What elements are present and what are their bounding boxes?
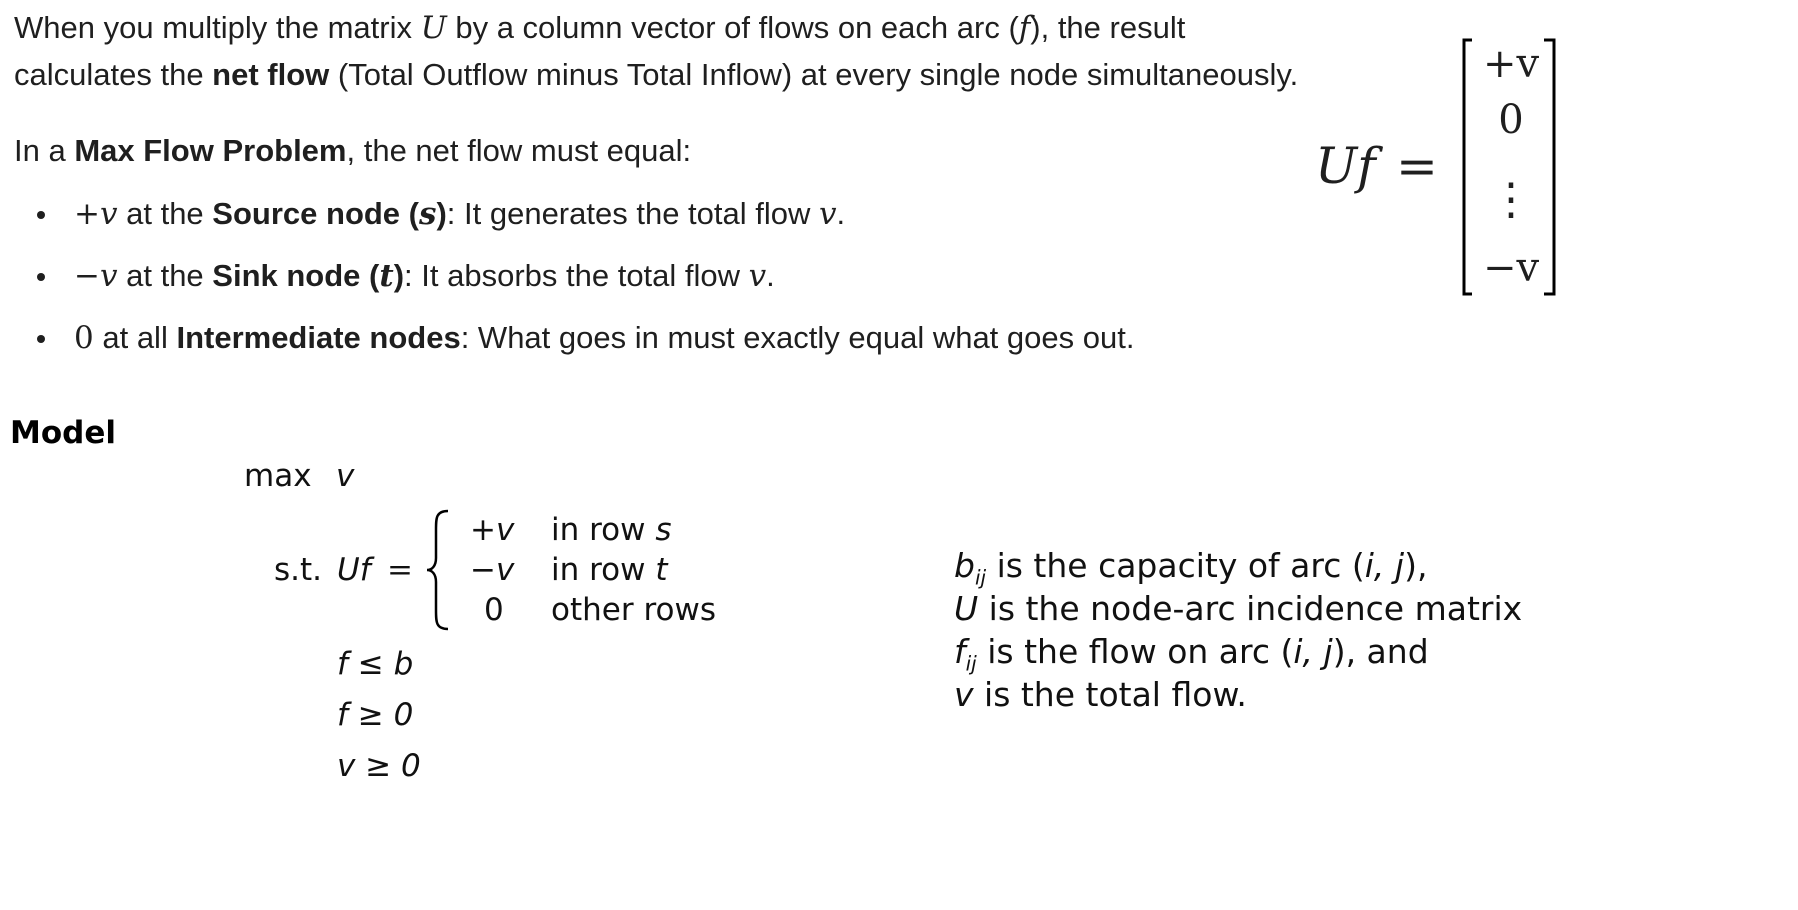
math-s: s (419, 196, 437, 232)
model-st: s.t. (274, 552, 323, 588)
case-desc (551, 512, 672, 548)
legend-ij: i, j (1364, 546, 1405, 585)
constraint-nonneg-v: v ≥ 0 (337, 748, 421, 784)
math-U: U (420, 10, 447, 46)
lead-text: In a (14, 133, 75, 168)
case-desc-var: s (655, 512, 672, 548)
bullet-text: . (766, 258, 775, 293)
matrix-equals: = (1396, 137, 1438, 195)
legend-text: is the total flow. (973, 675, 1247, 714)
case-value: +v (470, 512, 515, 548)
case-desc (551, 552, 668, 588)
intro-text: (Total Outflow minus Total Inflow) at every single node simultaneously. (329, 57, 1299, 92)
case-desc-var: t (655, 552, 668, 588)
model-max-word: max (244, 458, 312, 494)
bullet-text: : What goes in must exactly equal what goes out. (460, 320, 1135, 355)
case-value: 0 (484, 592, 504, 628)
legend-line-4 (954, 675, 1247, 714)
intro-text: When you multiply the matrix (14, 10, 421, 45)
bullet-source (74, 196, 845, 232)
legend-text: is the flow on arc ( (976, 632, 1294, 671)
bullet-dot (37, 335, 45, 343)
matrix-entry: ⋮ (1489, 174, 1533, 225)
bullet-intermediate (74, 320, 1134, 356)
bullet-text: at the (117, 196, 213, 231)
math-f: f (1018, 10, 1031, 46)
case-desc-text: in row (551, 552, 656, 588)
matrix-entry: −v (1482, 245, 1540, 291)
bullet-text: : It generates the total flow (446, 196, 819, 231)
math-minus-v: −v (74, 258, 118, 294)
matrix-entry: 0 (1498, 97, 1524, 143)
case-desc: other rows (551, 592, 716, 628)
bullet-text: at all (93, 320, 177, 355)
math-t: t (379, 258, 394, 294)
bullet-bold: Intermediate nodes (176, 320, 461, 355)
matrix-lhs: Uf (1315, 137, 1376, 195)
math-v: v (819, 196, 837, 232)
case-value: −v (470, 552, 515, 588)
legend-line-1 (954, 546, 1427, 590)
bullet-bold: ) (393, 258, 405, 293)
model-heading: Model (10, 415, 116, 451)
intro-text: by a column vector of flows on each arc ( (446, 10, 1019, 45)
model-left-brace (424, 508, 454, 632)
legend-line-2 (954, 589, 1522, 628)
legend-ij: i, j (1293, 632, 1333, 671)
model-constraint-lhs: Uf (337, 552, 371, 588)
bullet-dot (37, 211, 45, 219)
legend-line-3 (954, 632, 1429, 676)
legend-var: U (954, 589, 979, 628)
case-desc-text: in row (551, 512, 656, 548)
bullet-text: : It absorbs the total flow (404, 258, 749, 293)
net-flow-term: net flow (212, 57, 330, 92)
bullet-bold: Source node ( (212, 196, 419, 231)
math-zero: 0 (74, 320, 94, 356)
intro-text: ), the result (1030, 10, 1186, 45)
bullet-text: . (836, 196, 846, 231)
legend-text: is the node-arc incidence matrix (978, 589, 1523, 628)
legend-var: f (954, 632, 966, 671)
intro-text: calculates the (14, 57, 213, 92)
constraint-capacity: f ≤ b (337, 646, 414, 682)
bullet-dot (37, 273, 45, 281)
legend-text: ), and (1332, 632, 1429, 671)
legend-var: v (954, 675, 974, 714)
math-v: v (748, 258, 767, 294)
legend-text: ), (1404, 546, 1428, 585)
bullet-bold: Sink node ( (212, 258, 380, 293)
bullet-bold: ) (436, 196, 447, 231)
legend-var: b (954, 546, 975, 585)
constraint-nonneg-f: f ≥ 0 (337, 697, 414, 733)
legend-text: is the capacity of arc ( (986, 546, 1365, 585)
legend-sub: ij (965, 651, 977, 676)
max-flow-term: Max Flow Problem (74, 133, 347, 168)
maxflow-lead (14, 133, 691, 169)
model-equals: = (387, 552, 413, 588)
legend-sub: ij (974, 565, 987, 590)
bullet-text: at the (117, 258, 213, 293)
intro-line-2 (14, 57, 1298, 93)
matrix-entry: +v (1482, 41, 1540, 87)
bullet-sink (74, 258, 775, 294)
lead-text: , the net flow must equal: (346, 133, 692, 168)
intro-line-1 (14, 10, 1185, 46)
math-plus-v: +v (74, 196, 118, 232)
model-max-var: v (336, 458, 355, 494)
